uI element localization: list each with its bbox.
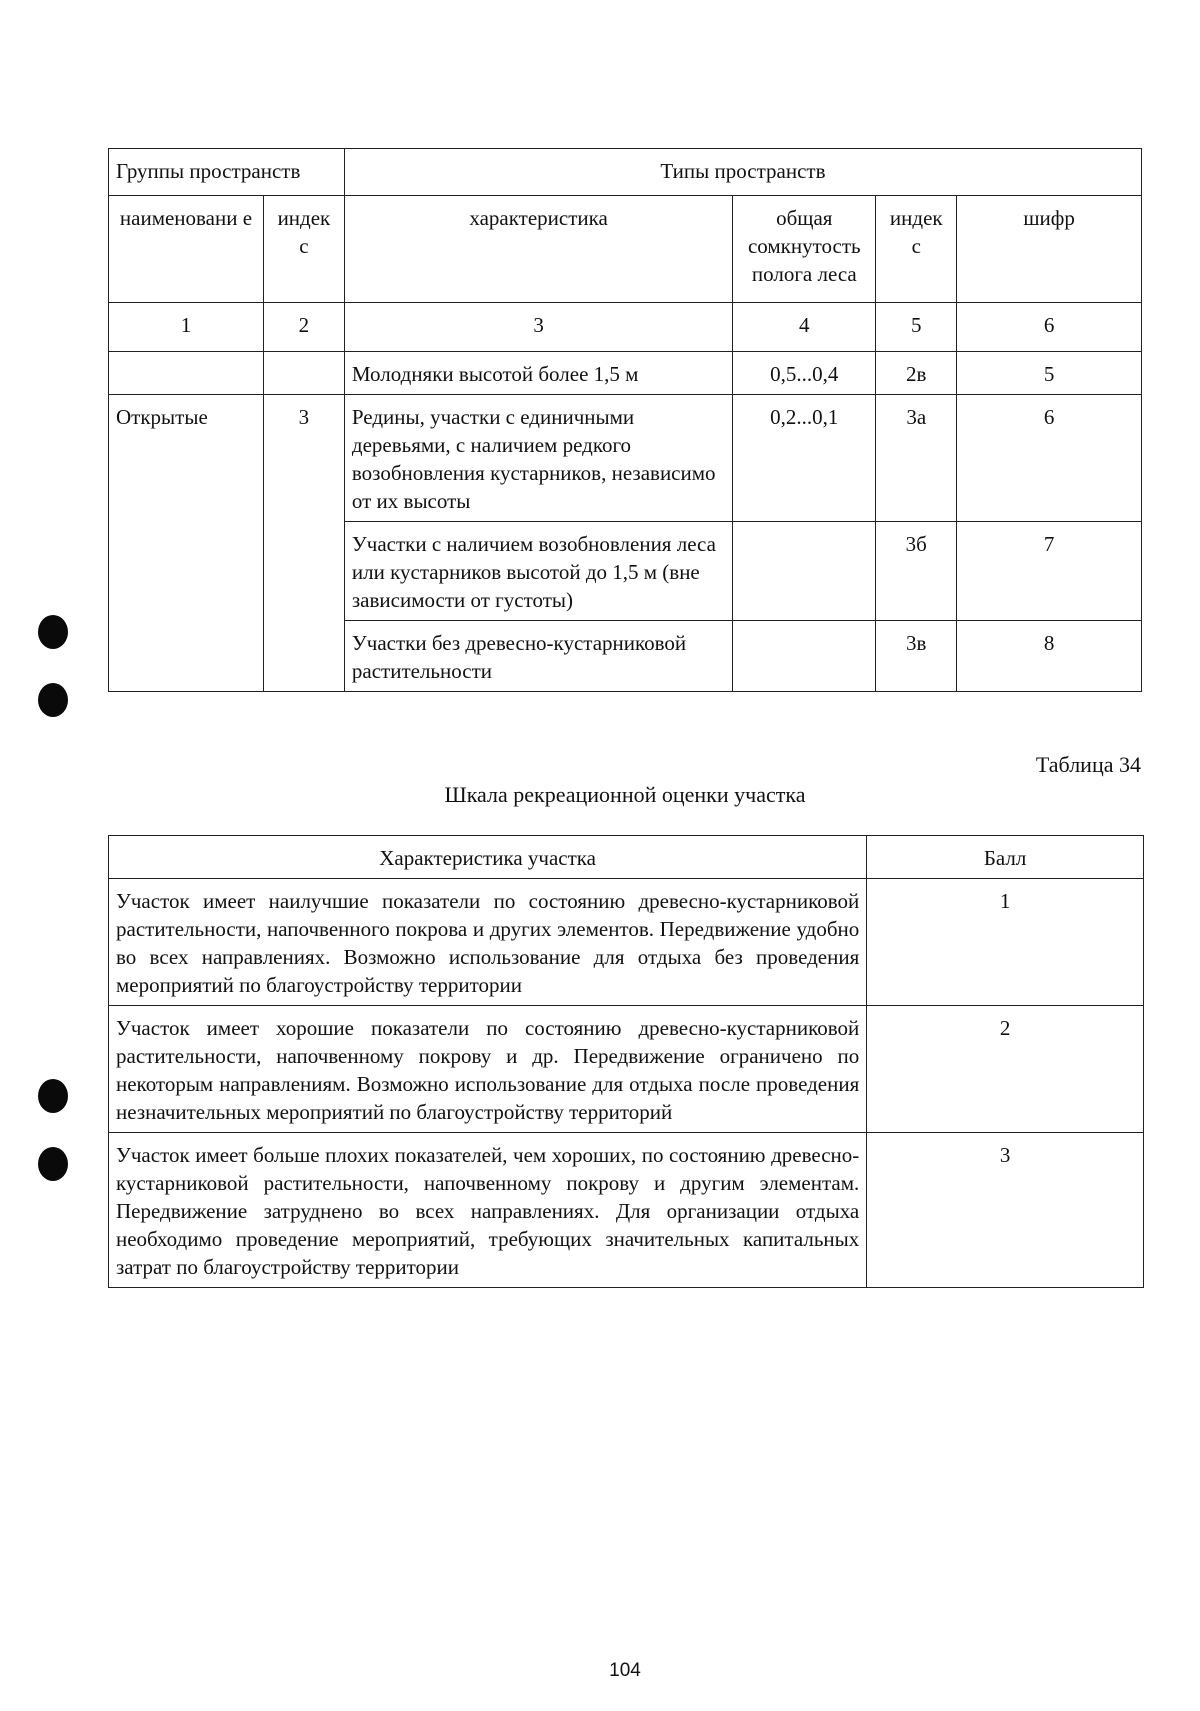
group-index-cell (263, 352, 344, 395)
col-code-header: шифр (957, 196, 1142, 303)
punch-hole-4 (38, 1147, 68, 1181)
closure-cell: 0,2...0,1 (733, 395, 876, 522)
page-number: 104 (609, 1660, 641, 1681)
table-title: Шкала рекреационной оценки участка (444, 782, 806, 807)
table-subheader-row (109, 196, 1142, 303)
column-number-row (109, 303, 1142, 352)
score-cell: 1 (867, 879, 1144, 1006)
characteristic-cell: Редины, участки с единичными деревьями, с наличием редкого возобновления кустарников, независимо от их высоты (344, 395, 732, 522)
column-number: 2 (263, 303, 344, 352)
col-score-header: Балл (867, 836, 1144, 879)
table-row (109, 879, 1144, 1006)
table-row (109, 352, 1142, 395)
code-cell: 5 (957, 352, 1142, 395)
table-row (109, 395, 1142, 522)
characteristic-cell: Участки с наличием возобновления леса или кустарников высотой до 1,5 м (вне зависимости от густоты) (344, 522, 732, 621)
col-name-header: наименовани е (109, 196, 264, 303)
characteristic-cell: Участки без древесно-кустарниковой растительности (344, 621, 732, 692)
score-cell: 2 (867, 1006, 1144, 1133)
group-name-cell: Открытые (109, 395, 264, 692)
code-cell: 6 (957, 395, 1142, 522)
table-number-label: Таблица 34 (1035, 752, 1141, 777)
code-cell: 8 (957, 621, 1142, 692)
punch-hole-2 (38, 683, 68, 717)
closure-cell (733, 522, 876, 621)
header-types: Типы пространств (344, 149, 1141, 196)
punch-hole-3 (38, 1079, 68, 1113)
recreation-scale-table (108, 835, 1144, 1288)
column-number: 3 (344, 303, 732, 352)
col-characteristic-header: характеристика (344, 196, 732, 303)
table-row (109, 1006, 1144, 1133)
table-header-row (109, 149, 1142, 196)
index-cell: 3б (876, 522, 957, 621)
col-characteristic-header: Характеристика участка (109, 836, 867, 879)
col-index2-header: индек с (876, 196, 957, 303)
site-description-cell: Участок имеет больше плохих показателей, чем хороших, по состоянию древесно-кустарниковой растительности, напочвенному покрову и другим элементам. Передвижение затруднено во всех направлениях. Для организации отдыха необходимо проведение мероприятий, требующих значительных капитальных затрат по благоустройству территории (109, 1133, 867, 1288)
col-closure-header: общая сомкнутость полога леса (733, 196, 876, 303)
punch-hole-1 (38, 615, 68, 649)
index-cell: 3а (876, 395, 957, 522)
header-groups: Группы пространств (109, 149, 345, 196)
col-index-header: индек с (263, 196, 344, 303)
group-name-cell (109, 352, 264, 395)
group-index-cell: 3 (263, 395, 344, 692)
closure-cell: 0,5...0,4 (733, 352, 876, 395)
site-description-cell: Участок имеет наилучшие показатели по состоянию древесно-кустарниковой растительности, напочвенного покрова и других элементов. Передвижение удобно во всех направлениях. Возможно использование для отдыха без проведения мероприятий по благоустройству территории (109, 879, 867, 1006)
table-row (109, 1133, 1144, 1288)
code-cell: 7 (957, 522, 1142, 621)
column-number: 5 (876, 303, 957, 352)
column-number: 1 (109, 303, 264, 352)
site-description-cell: Участок имеет хорошие показатели по состоянию древесно-кустарниковой растительности, напочвенному покрову и др. Передвижение ограничено по некоторым направлениям. Возможно использование для отдыха после проведения незначительных мероприятий по благоустройству территорий (109, 1006, 867, 1133)
characteristic-cell: Молодняки высотой более 1,5 м (344, 352, 732, 395)
column-number: 6 (957, 303, 1142, 352)
closure-cell (733, 621, 876, 692)
space-types-table (108, 148, 1142, 692)
table-header-row (109, 836, 1144, 879)
index-cell: 2в (876, 352, 957, 395)
score-cell: 3 (867, 1133, 1144, 1288)
index-cell: 3в (876, 621, 957, 692)
column-number: 4 (733, 303, 876, 352)
